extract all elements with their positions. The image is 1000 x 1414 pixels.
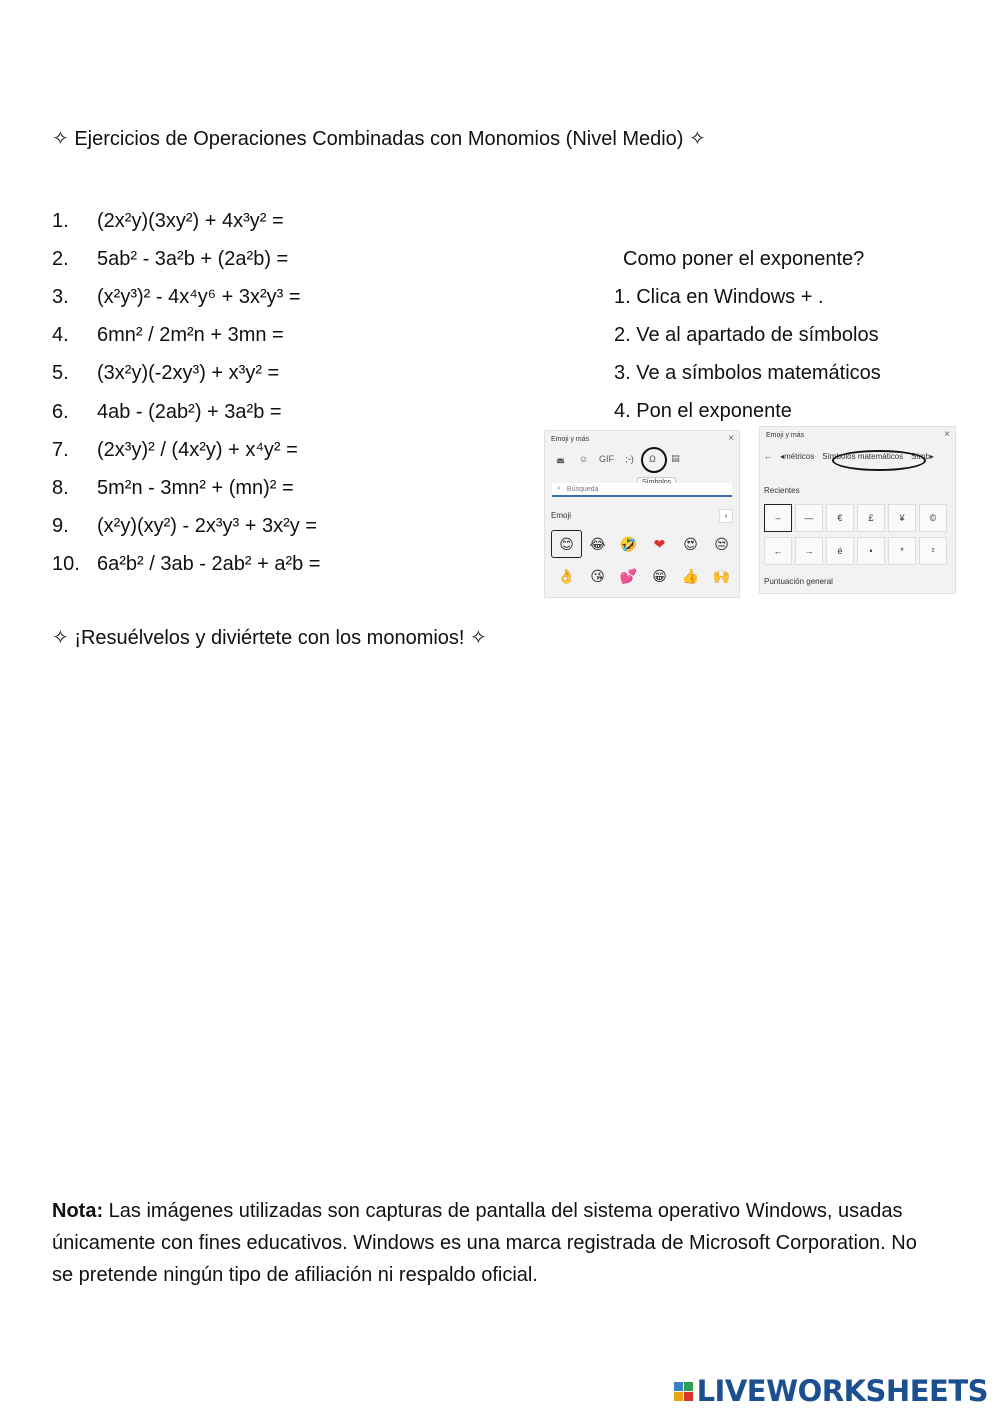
emoji-panel-title: Emoji y más [551, 436, 590, 443]
logo-square [674, 1382, 683, 1391]
logo-square [684, 1382, 693, 1391]
howto-question: Como poner el exponente? [623, 247, 865, 270]
exercise-expression: (x²y³)² - 4x⁴y⁶ + 3x²y³ = [97, 285, 301, 308]
exercise-expression: (2x²y)(3xy²) + 4x³y² = [97, 209, 284, 232]
exercise-number: 6. [52, 400, 69, 423]
search-icon: ⌕ [557, 485, 561, 492]
exercise-expression: (2x³y)² / (4x²y) + x⁴y² = [97, 438, 298, 461]
symbol-cell: ← [764, 537, 792, 565]
exercise-number: 1. [52, 209, 69, 232]
symbol-cell: © [919, 504, 947, 532]
liveworksheets-logo [674, 1374, 988, 1408]
symbol-cell: • [857, 537, 885, 565]
exercise-item [52, 393, 320, 431]
howto-panel [614, 240, 881, 431]
exercise-expression: 6a²b² / 3ab - 2ab² + a²b = [97, 553, 321, 576]
chevron-right-icon: › [719, 509, 733, 523]
emoji-cell: ❤ [653, 535, 666, 552]
emoji-cell: 😍 [683, 535, 698, 552]
category-tab: ◂métricos [780, 452, 815, 461]
logo-text: LIVEWORKSHEETS [696, 1374, 988, 1408]
logo-square [684, 1392, 693, 1401]
symbol-cell: → [795, 537, 823, 565]
symbols-panel-title: Emoji y más [766, 432, 805, 439]
exercise-item [52, 469, 320, 507]
category-tab-math: Símbolos matemáticos [822, 452, 904, 461]
exercise-expression: (x²y)(xy²) - 2x³y³ + 3x²y = [97, 515, 317, 538]
symbols-tab-icon: Ω [649, 453, 656, 464]
exercise-list [52, 202, 320, 584]
emoji-cell: 👍 [681, 567, 700, 584]
emoji-cell: 🙌 [712, 567, 731, 584]
exercise-expression: 6mn² / 2m²n + 3mn = [97, 324, 284, 347]
category-tab: Símb▸ [911, 452, 934, 461]
symbol-cell: £ [857, 504, 885, 532]
emoji-cell: 😂 [589, 535, 606, 552]
recent-section-label: Recientes [764, 486, 800, 495]
exercise-item [52, 317, 320, 355]
exercise-item [52, 508, 320, 546]
exercise-item [52, 202, 320, 240]
howto-step: 1. Clica en Windows + . [614, 285, 824, 308]
clipboard-tab-icon: ▤ [671, 453, 680, 463]
symbols-highlight-circle [641, 447, 667, 473]
emoji-tab-icon: ☺ [578, 453, 589, 464]
close-icon: × [944, 429, 950, 440]
emoji-cell: 😒 [714, 535, 729, 552]
close-icon: × [728, 433, 734, 444]
search-placeholder: Búsqueda [566, 485, 599, 493]
exercise-number: 10. [52, 553, 80, 576]
emoji-cell: 😘 [590, 567, 605, 584]
back-arrow-icon: ← [764, 452, 772, 461]
closing-message: ✧ ¡Resuélvelos y diviértete con los monomios! ✧ [52, 627, 487, 649]
symbol-cell: é [826, 537, 854, 565]
math-symbols-highlight-oval [832, 450, 926, 471]
exercise-number: 5. [52, 362, 69, 385]
sticker-tab-icon: ◛ [556, 453, 565, 463]
exercise-number: 7. [52, 438, 69, 461]
howto-step: 2. Ve al apartado de símbolos [614, 323, 879, 346]
emoji-section-label: Emoji [551, 511, 572, 520]
kaomoji-tab-icon: ;-) [625, 453, 634, 464]
exercise-number: 3. [52, 285, 69, 308]
exercise-number: 9. [52, 515, 69, 538]
exercise-number: 8. [52, 476, 69, 499]
emoji-search-box [552, 483, 732, 497]
exercise-expression: 5m²n - 3mn² + (mn)² = [97, 476, 294, 499]
emoji-cell: 💕 [619, 567, 638, 584]
symbol-cell: € [826, 504, 854, 532]
symbol-cell: * [888, 537, 916, 565]
note-text: Las imágenes utilizadas son capturas de pantalla del sistema operativo Windows, usadas únicamente con fines educativos. Windows es una marca registrada de Microsoft Corporation. No se pretende ningún tipo de afiliación ni respaldo oficial. [52, 1200, 917, 1286]
symbol-cell: ² [919, 537, 947, 565]
emoji-cell: 👌 [557, 567, 576, 584]
symbol-grid [764, 504, 950, 565]
emoji-cell: 😊 [551, 530, 582, 558]
exercise-item [52, 546, 320, 584]
exercise-item [52, 355, 320, 393]
logo-square [674, 1392, 683, 1401]
emoji-grid [551, 530, 737, 590]
exercise-item [52, 240, 320, 278]
exercise-item [52, 278, 320, 316]
logo-mark-icon [674, 1382, 693, 1401]
symbol-cell: ¥ [888, 504, 916, 532]
howto-step: 4. Pon el exponente [614, 400, 792, 423]
emoji-cell: 🤣 [619, 535, 638, 552]
exercise-number: 4. [52, 324, 69, 347]
symbol-cell: — [795, 504, 823, 532]
exercise-expression: 5ab² - 3a²b + (2a²b) = [97, 247, 289, 270]
exercise-item [52, 431, 320, 469]
gif-tab-icon: GIF [599, 453, 614, 464]
symbol-cell: – [764, 504, 792, 532]
exercise-expression: (3x²y)(-2xy³) + x³y² = [97, 362, 280, 385]
page-title: ✧ Ejercicios de Operaciones Combinadas con Monomios (Nivel Medio) ✧ [52, 128, 706, 150]
note-label: Nota: [52, 1200, 104, 1222]
exercise-number: 2. [52, 247, 69, 270]
punctuation-section-label: Puntuación general [764, 577, 833, 586]
emoji-cell: 😁 [652, 567, 667, 584]
exercise-expression: 4ab - (2ab²) + 3a²b = [97, 400, 282, 423]
howto-step: 3. Ve a símbolos matemáticos [614, 362, 881, 385]
disclaimer-note [52, 1195, 932, 1291]
